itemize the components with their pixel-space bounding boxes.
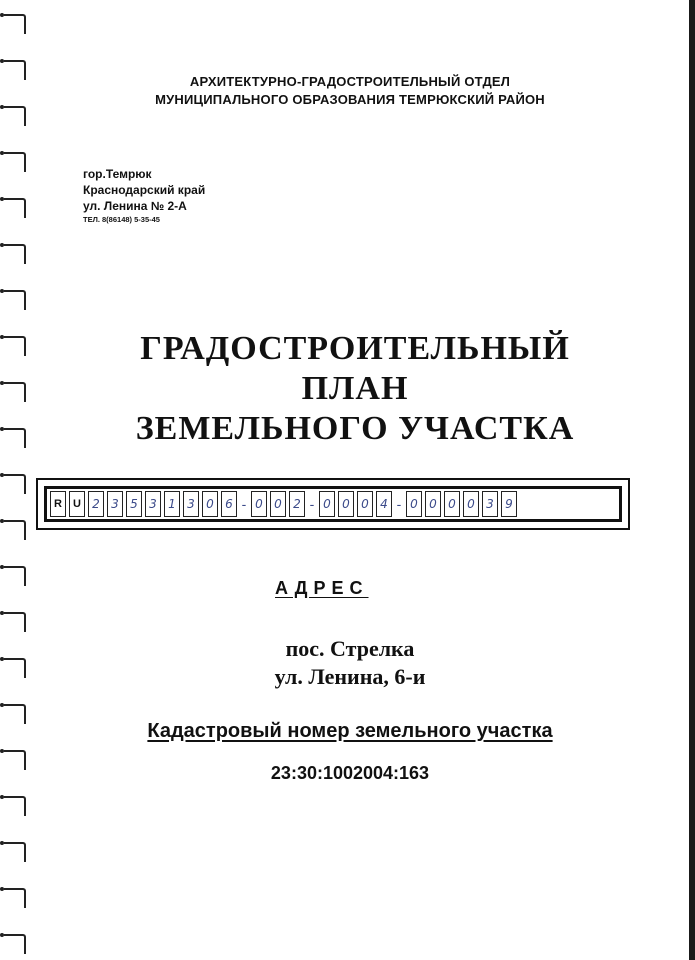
binding-ring [4,842,26,862]
plan-number-strip [36,478,630,530]
org-name-line2: МУНИЦИПАЛЬНОГО ОБРАЗОВАНИЯ ТЕМРЮКСКИЙ РАЙОН [155,92,545,107]
plan-number-digit-cell: 2 [289,491,305,517]
plan-number-digit-cell: 0 [202,491,218,517]
binding-ring [4,658,26,678]
cadastral-number: 23:30:1002004:163 [270,763,430,783]
binding-ring [4,566,26,586]
document-title-line2: ПЛАН [301,370,409,407]
plan-number-separator: - [241,496,247,512]
binding-ring [4,934,26,954]
plan-number-separator: - [396,496,402,512]
plan-number-digit-cell: 0 [425,491,441,517]
plan-number-digit-cell: 0 [444,491,460,517]
cadastral-label: Кадастровый номер земельного участка [147,720,553,742]
binding-ring [4,198,26,218]
plan-number-digit-cell: 0 [338,491,354,517]
binding-ring [4,290,26,310]
plan-number-digit-cell: 3 [145,491,161,517]
binding-ring [4,704,26,724]
document-title-line3: ЗЕМЕЛЬНОГО УЧАСТКА [135,410,575,447]
plan-number-digit-cell: 0 [251,491,267,517]
binding-ring [4,382,26,402]
plan-number-digit-cell: 4 [376,491,392,517]
contact-street: ул. Ленина № 2-А [83,199,187,213]
binding-ring [4,520,26,540]
plan-number-digit-cell: 0 [270,491,286,517]
binding-ring [4,888,26,908]
document-title-line1: ГРАДОСТРОИТЕЛЬНЫЙ [140,330,570,367]
binding-ring [4,244,26,264]
plan-number-digit-cell: 0 [463,491,479,517]
plan-number-digit-cell: 3 [107,491,123,517]
spiral-binding [0,0,34,960]
address-line1: пос. Стрелка [285,636,415,661]
plan-number-digit-cell: 3 [183,491,199,517]
address-line2: ул. Ленина, 6-и [274,664,426,689]
plan-number-digit-cell: 6 [221,491,237,517]
binding-ring [4,796,26,816]
binding-ring [4,428,26,448]
plan-number-separator: - [309,496,315,512]
binding-ring [4,106,26,126]
plan-number-prefix-cell: R [50,491,66,517]
binding-ring [4,14,26,34]
plan-number-digit-cell: 0 [319,491,335,517]
binding-ring [4,152,26,172]
binding-ring [4,60,26,80]
plan-number-digit-cell: 0 [406,491,422,517]
plan-number-digit-cell: 0 [357,491,373,517]
contact-block [83,166,205,226]
contact-region: Краснодарский край [83,183,206,197]
binding-ring [4,474,26,494]
page-edge [689,0,695,960]
plan-number-cells [44,486,622,522]
contact-city: гор.Темрюк [83,167,152,181]
binding-ring [4,612,26,632]
plan-number-digit-cell: 5 [126,491,142,517]
binding-ring [4,750,26,770]
org-name-line1: АРХИТЕКТУРНО-ГРАДОСТРОИТЕЛЬНЫЙ ОТДЕЛ [189,74,511,89]
binding-ring [4,336,26,356]
plan-number-digit-cell: 3 [482,491,498,517]
plan-number-digit-cell: 9 [501,491,517,517]
contact-phone: ТЕЛ. 8(86148) 5-35-45 [83,215,160,224]
plan-number-digit-cell: 1 [164,491,180,517]
plan-number-digit-cell: 2 [88,491,104,517]
address-label: АДРЕС [275,578,369,598]
plan-number-prefix-cell: U [69,491,85,517]
